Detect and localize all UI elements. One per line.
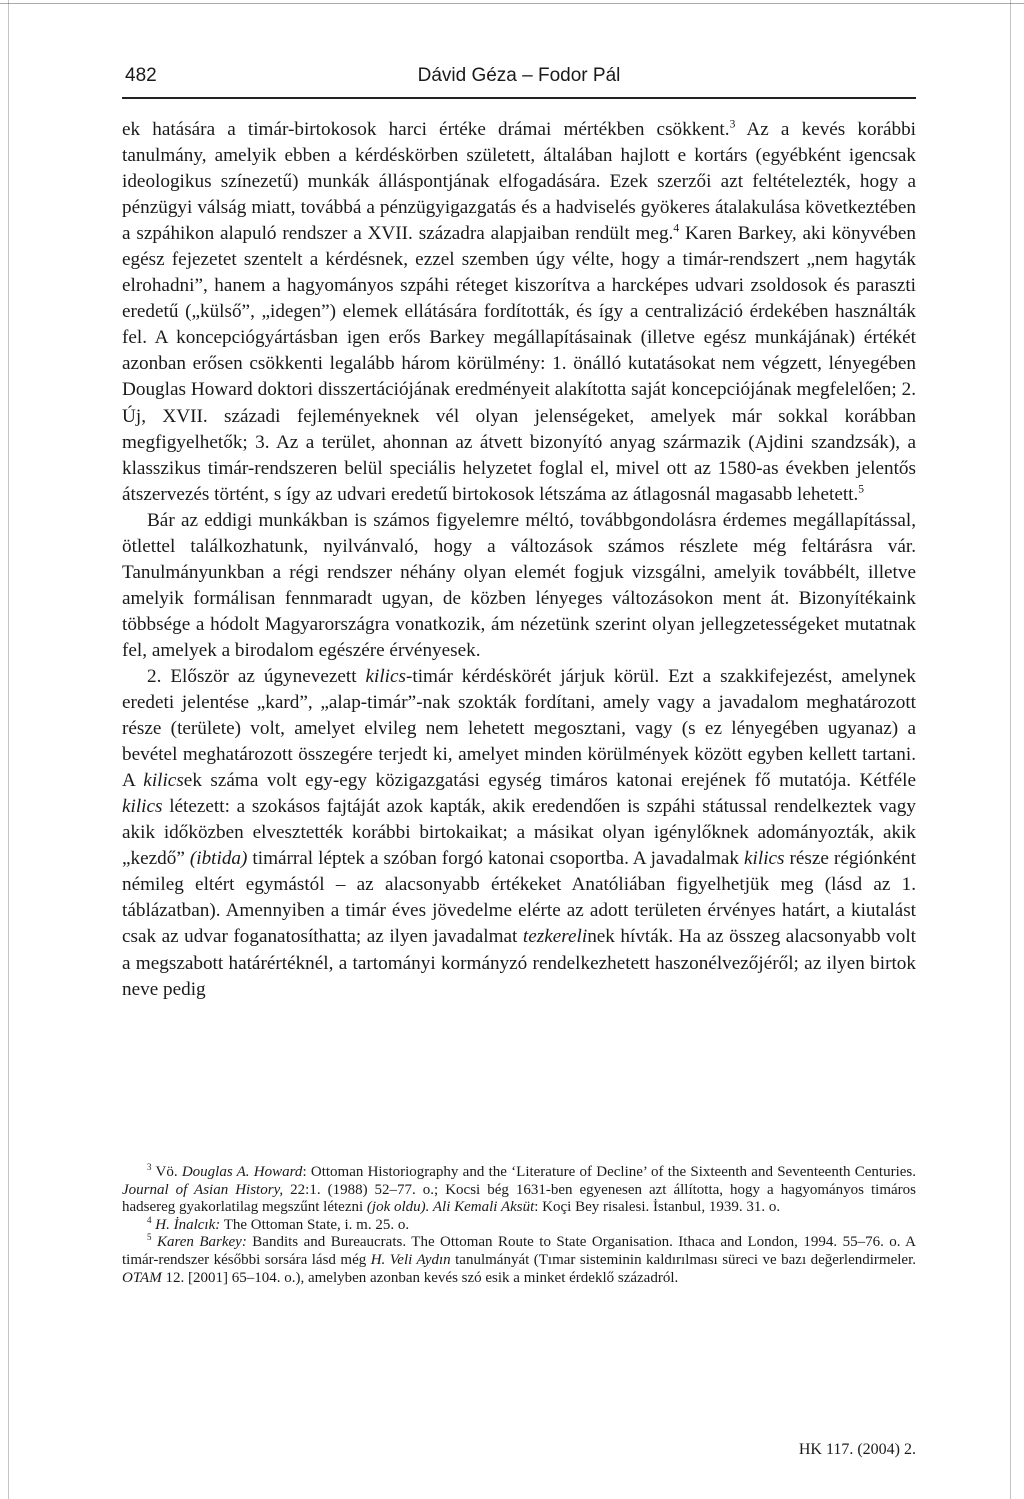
footnote-ref-4: 4 <box>673 222 680 235</box>
footnotes <box>122 1164 916 1287</box>
journal-footer: HK 117. (2004) 2. <box>798 1441 916 1458</box>
running-header <box>122 58 916 94</box>
paragraph-2: Bár az eddigi munkákban is számos figyelemre méltó, továbbgondolásra érdemes megállapítással, ötlettel találkozhatunk, nyilvánvaló, hogy a változások számos részlete még feltárásra vár. Tanulmányunkban a régi rendszer néhány olyan elemét fogjuk vizsgálni, amelyik továbbélt, illetve amelyik formálisan fennmaradt ugyan, de közben lényeges változásokon ment át. Bizonyítékaink többsége a hódolt Magyarországra vonatkozik, ám nézetünk szerint olyan jellegzetességeket mutatnak fel, amelyek a birodalom egészére érvényesek. <box>122 509 916 661</box>
header-rule <box>122 97 916 99</box>
scan-edge-top <box>0 3 1024 4</box>
footnote-ref-3: 3 <box>729 118 736 131</box>
paragraph-3: 2. Először az úgynevezett kilics-timár kérdéskörét járjuk körül. Ezt a szakkifejezést, amelynek eredeti jelentése „kard”, „alap-timár”-nak szokták fordítani, amely vagy a javadalom meghatározott része (területe) volt, amelyet elvileg nem lehetett megosztani, vagy (s ez lényegében ugyanaz) a bevétel meghatározott összegére terjedt ki, amelyet minden körülmények között egyben kellett tartani. A kilicsek száma volt egy-egy közigazgatási egység timáros katonai erejének fő mutatója. Kétféle kilics létezett: a szokásos fajtáját azok kapták, akik eredendően is szpáhi státussal rendelkeztek vagy akik időközben elvesztették korábbi birtokaikat; a másikat olyan igénylőknek adományozták, akik „kezdő” (ibtida) timárral léptek a szóban forgó katonai csoportba. A javadalmak kilics része régiónként némileg eltért egymástól – az alacsonyabb értékeket Anatóliában figyelhetjük meg (lásd az 1. táblázatban). Amennyiben a timár éves jövedelme elérte az adott területen érvényes határt, a kiutalást csak az udvar foganatosíthatta; az ilyen javadalmat tezkerelinek hívták. Ha az összeg alacsonyabb volt a megszabott határértéknél, a tartományi kormányzó rendelkezhetett haszonélvezőjéről; az ilyen birtok neve pedig <box>122 665 917 1000</box>
footnote-5: $^5$ Karen Barkey: Bandits and Bureaucrats. The Ottoman Route to State Organisation. Ithaca and London, 1994. 55–76. o. A timár-rendszer későbbi sorsára lásd még H. Veli Aydın tanulmányát (Tımar sisteminin kaldırılması süreci ve bazı değerlendirmeler. OTAM 12. [2001] 65–104. o.), amelyben azonban kevés szó esik a minket érdeklő századról. <box>122 1232 916 1286</box>
footnote-3: $^3$ Vö. Douglas A. Howard: Ottoman Historiography and the ‘Literature of Decline’ of the Sixteenth and Seventeenth Centuries. Journal of Asian History, 22:1. (1988) 52–77. o.; Kocsi bég 1631-ben egyenesen azt állította, hogy a hagyományos timáros hadsereg gyakorlatilag megszűnt létezni (jok oldu). Ali Kemali Aksüt: Koçi Bey risalesi. İstanbul, 1939. 31. o. <box>122 1162 917 1216</box>
paragraph-1: ek hatására a timár-birtokosok harci értéke drámai mértékben csökkent.$^3$ Az a kevés korábbi tanulmány, amelyik ebben a kérdéskörben született, általában hajlott e kortárs (egyébként igencsak ideologikus színezetű) munkák álláspontjának elfogadására. Ezek szerzői azt feltételezték, hogy a pénzügyi válság miatt, továbbá a pénzügyigazgatás és a hadviselés gyökeres átalakulása következtében a szpáhikon alapuló rendszer a XVII. századra alapjaiban rendült meg.$^4$ Karen Barkey, aki könyvében egész fejezetet szentelt a kérdésnek, ezzel szemben úgy vélte, hogy a timár-rendszert „nem hagyták elrohadni”, hanem a hagyományos szpáhi réteget kiszorítva a harcképes udvari zsoldosok és paraszti eredetű („külső”, „idegen”) elemek ellátására fordították, és így a centralizáció érdekében használták fel. A koncepciógyártásban igen erős Barkey megállapításainak (illetve egész munkájának) értékét azonban erősen csökkenti legalább három körülmény: 1. önálló kutatásokat nem végzett, lényegében Douglas Howard doktori disszertációjának eredményeit alakította saját koncepciójának megfelelően; 2. Új, XVII. századi fejleményeknek vél olyan jelenségeket, amelyek már sokkal korábban megfigyelhetők; 3. Az a terület, ahonnan az átvett bizonyító anyag származik (Ajdini szandzsák), a klasszikus timár-rendszeren belül speciális helyzetet foglal el, mivel ott az 1580-as években jelentős átszervezés történt, s így az udvari eredetű birtokosok létszáma az átlagosnál magasabb lehetett.$^5$ <box>122 118 916 505</box>
article-body <box>122 117 916 1003</box>
scan-edge-left <box>8 0 9 1499</box>
footnote-4: $^4$ H. İnalcık: The Ottoman State, i. m. 25. o. <box>147 1214 410 1233</box>
page-number: 482 <box>125 65 157 86</box>
running-header-authors: Dávid Géza – Fodor Pál <box>417 65 621 86</box>
footnote-ref-5: 5 <box>858 483 865 496</box>
scan-edge-right <box>1010 0 1011 1499</box>
